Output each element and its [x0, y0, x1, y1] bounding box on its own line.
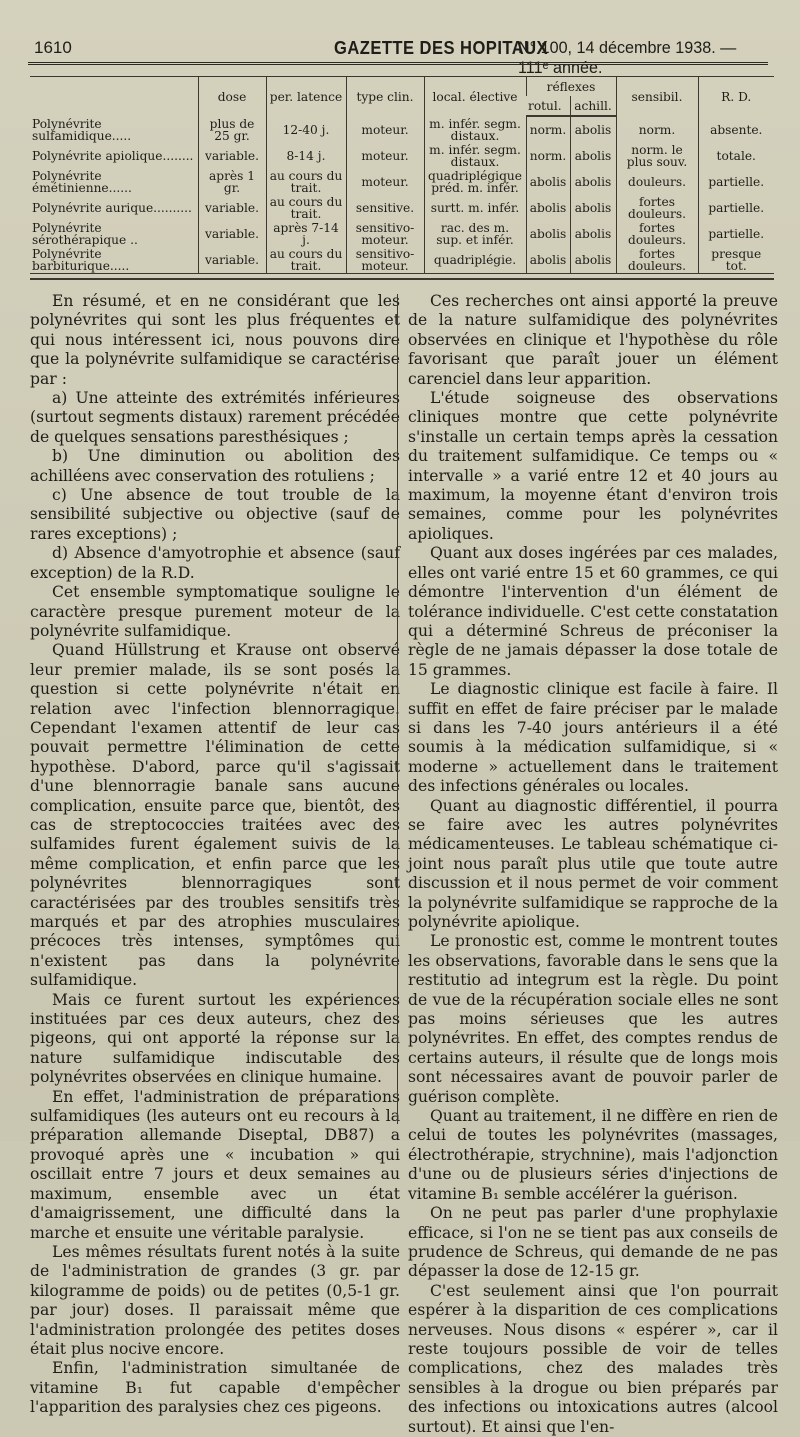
table-cell: rac. des m. sup. et infér.	[424, 221, 526, 247]
issue-info: N° 100, 14 décembre 1938. — 111ᵉ année.	[518, 38, 737, 77]
table-cell: variable.	[198, 143, 266, 169]
table-cell: abolis	[570, 195, 616, 221]
table-cell: norm.	[526, 116, 570, 143]
table-cell: variable.	[198, 195, 266, 221]
table-cell: douleurs.	[616, 169, 698, 195]
paragraph: L'étude soigneuse des observations cliniques montre que cette polynévrite s'installe un certain temps après la cessation du traitement sulfamidique. Ce temps ou « intervalle » a varié entre 12 et 40 jours au maximum, la moyenne étant d'environ trois semaines, comme pour les polynévrites apioliques.	[408, 389, 778, 543]
paragraph: Ces recherches ont ainsi apporté la preuve de la nature sulfamidique des polynévrites observées en clinique et l'hypothèse du rôle favorisant que paraît jouer un élément carenciel dans leur apparition.	[408, 292, 778, 388]
table-cell: 12-40 j.	[266, 116, 346, 143]
paragraph: Mais ce furent surtout les expériences instituées par ces deux auteurs, chez des pigeons, qui ont apporté la réponse sur la nature sulfamidique indiscutable des polynévrites observées en clinique humaine.	[30, 990, 400, 1087]
table-row	[30, 195, 774, 221]
header-rule	[28, 62, 768, 65]
paragraph: d) Absence d'amyotrophie et absence (sauf exception) de la R.D.	[30, 544, 400, 582]
table-cell: Polynévrite apiolique........	[32, 149, 194, 163]
table-row	[30, 116, 774, 143]
table-row	[30, 169, 774, 195]
table-cell: abolis	[526, 195, 570, 221]
table-cell: abolis	[570, 143, 616, 169]
header-cell: réflexes	[526, 77, 616, 97]
table-cell: Polynévrite sérothérapique ..	[32, 221, 138, 247]
table-cell: Polynévrite barbiturique.....	[30, 247, 198, 274]
paragraph: Le pronostic est, comme le montrent toutes les observations, favorable dans le sens que la restitutio ad integrum est la règle. Du point de vue de la récupération sociale elles ne sont pas moins sérieuses que les autres polynévrites. En effet, des comptes rendus de certains auteurs, il résulte que de longs mois sont nécessaires avant de pouvoir parler de guérison complète.	[408, 932, 778, 1106]
table-cell: au cours du trait.	[266, 195, 346, 221]
table-header-row	[30, 77, 774, 97]
table-cell: moteur.	[346, 143, 424, 169]
header-cell: type clin.	[346, 77, 424, 117]
table-cell: au cours du trait.	[266, 169, 346, 195]
paragraph: En effet, l'administration de préparations sulfamidiques (les auteurs ont eu recours à la préparation allemande Diseptal, DB87) a provoqué après une « incubation » qui oscillait entre 7 jours et deux semaines au maximum, ensemble avec un état d'amaigrissement, une difficulté dans la marche et ensuite une véritable paralysie.	[30, 1087, 400, 1242]
paragraph: Quant au traitement, il ne diffère en rien de celui de toutes les polynévrites (massages, électrothérapie, strychnine), mais l'adjonction d'une ou de plusieurs séries d'injections de vitamine B₁ semble accélérer la guérison.	[408, 1107, 778, 1203]
running-header	[28, 30, 768, 77]
table-cell: norm.	[526, 143, 570, 169]
header-cell: rotul.	[526, 96, 570, 116]
table-row	[30, 221, 774, 247]
table-bottom-rule	[30, 278, 774, 280]
table-cell: fortes douleurs.	[616, 247, 698, 274]
paragraph: Enfin, l'administration simultanée de vitamine B₁ fut capable d'empêcher l'apparition des paralysies chez ces pigeons.	[30, 1359, 400, 1417]
paragraph: On ne peut pas parler d'une prophylaxie efficace, si l'on ne se tient pas aux conseils de prudence de Schreus, qui demande de ne pas dépasser la dose de 12-15 gr.	[408, 1204, 778, 1281]
table-cell: fortes douleurs.	[616, 195, 698, 221]
table-row	[30, 143, 774, 169]
table-cell: Polynévrite aurique..........	[32, 201, 192, 215]
table-cell: sensitive.	[346, 195, 424, 221]
table-cell: moteur.	[346, 116, 424, 143]
table-cell: après 7-14 j.	[266, 221, 346, 247]
column-divider	[397, 294, 398, 1124]
table-cell: m. infér. segm. distaux.	[424, 143, 526, 169]
table-cell: norm.	[616, 116, 698, 143]
table-cell: variable.	[198, 247, 266, 274]
paragraph: C'est seulement ainsi que l'on pourrait espérer à la disparition de ces complications nerveuses. Nous disons « espérer », car il reste toujours possible de voir de telles complications, chez des malades très sensibles à la drogue ou bien préparés par des infections ou intoxications autres (alcool surtout). Et ainsi que l'en-	[408, 1281, 778, 1436]
table-cell: abolis	[526, 247, 570, 274]
header-cell: local. élective	[424, 77, 526, 117]
header-cell	[30, 77, 198, 117]
table-cell: partielle.	[698, 195, 774, 221]
table-cell: variable.	[198, 221, 266, 247]
table-cell: abolis	[526, 221, 570, 247]
table-row	[30, 247, 774, 274]
table-cell: sensitivo-moteur.	[346, 247, 424, 274]
paragraph: c) Une absence de tout trouble de la sensibilité subjective ou objective (sauf de rares exceptions) ;	[30, 486, 400, 543]
paragraph: Les mêmes résultats furent notés à la suite de l'administration de grandes (3 gr. par kilogramme de poids) ou de petites (0,5-1 gr. par jour) doses. Il paraissait même que l'administration prolongée des petites doses était plus nocive encore.	[30, 1242, 400, 1358]
table-cell: sensitivo-moteur.	[346, 221, 424, 247]
table-cell: partielle.	[698, 221, 774, 247]
paragraph: Quant au diagnostic différentiel, il pourra se faire avec les autres polynévrites médicamenteuses. Le tableau schématique ci-joint nous paraît plus utile que toute autre discussion et il nous permet de voir comment la polynévrite sulfamidique se rapproche de la polynévrite apiolique.	[408, 796, 778, 931]
comparison-table	[30, 76, 774, 274]
paragraph: En résumé, et en ne considérant que les polynévrites qui sont les plus fréquentes et qui nous intéressent ici, nous pouvons dire que la polynévrite sulfamidique se caractérise par :	[30, 292, 400, 388]
paragraph: b) Une diminution ou abolition des achilléens avec conservation des rotuliens ;	[30, 447, 400, 485]
table-cell: totale.	[698, 143, 774, 169]
table-cell: presque tot.	[698, 247, 774, 274]
table-cell: absente.	[698, 116, 774, 143]
paragraph: Le diagnostic clinique est facile à faire. Il suffit en effet de faire préciser par le malade si dans les 7-40 jours antérieurs il a été soumis à la médication sulfamidique, si « moderne » actuellement dans le traitement des infections générales ou locales.	[408, 680, 778, 796]
paragraph: Quant aux doses ingérées par ces malades, elles ont varié entre 15 et 60 grammes, ce qui démontre l'intervention d'un élément de tolérance individuelle. C'est cette constatation qui a déterminé Schreus de préconiser la règle de ne jamais dépasser la dose totale de 15 grammes.	[408, 544, 778, 679]
header-cell: sensibil.	[616, 77, 698, 117]
table-cell: abolis	[570, 247, 616, 274]
table-cell: quadriplégique préd. m. infér.	[424, 169, 526, 195]
table-cell: quadriplégie.	[424, 247, 526, 274]
table-cell: Polynévrite émétinienne......	[32, 169, 132, 195]
paragraph: Quand Hüllstrung et Krause ont observé leur premier malade, ils se sont posés la question si cette polynévrite n'était en relation avec l'infection blennorragique. Cependant l'examen attentif de leur cas pouvait permettre l'élimination de cette hypothèse. D'abord, parce qu'il s'agissait d'une blennorragie banale sans aucune complication, ensuite parce que, bientôt, des cas de streptococcies traitées avec des sulfamides furent également suivis de la même complication, et enfin parce que les polynévrites blennorragiques sont caractérisées par des troubles sensitifs très marqués et par des atrophies musculaires précoces très intenses, symptômes qui n'existent pas dans la polynévrite sulfamidique.	[30, 641, 400, 990]
header-cell: R. D.	[698, 77, 774, 117]
page-number: 1610	[34, 38, 72, 57]
header-cell: per. latence	[266, 77, 346, 117]
table-cell: plus de 25 gr.	[198, 116, 266, 143]
table-cell: surtt. m. infér.	[424, 195, 526, 221]
table-cell: abolis	[570, 169, 616, 195]
table-cell: norm. le plus souv.	[616, 143, 698, 169]
table-cell: 8-14 j.	[266, 143, 346, 169]
table-cell: au cours du trait.	[266, 247, 346, 274]
header-cell: achill.	[570, 96, 616, 116]
table-cell: partielle.	[698, 169, 774, 195]
right-text-column	[408, 292, 778, 1436]
table-cell: abolis	[526, 169, 570, 195]
header-cell: dose	[198, 77, 266, 117]
paragraph: Cet ensemble symptomatique souligne le caractère presque purement moteur de la polynévrite sulfamidique.	[30, 583, 400, 640]
table-cell: m. infér. segm. distaux.	[424, 116, 526, 143]
table-cell: après 1 gr.	[198, 169, 266, 195]
table-cell: Polynévrite sulfamidique.....	[32, 116, 132, 143]
left-text-column	[30, 292, 400, 1417]
table-cell: fortes douleurs.	[616, 221, 698, 247]
journal-title: GAZETTE DES HOPITAUX	[334, 38, 549, 58]
table-cell: abolis	[570, 221, 616, 247]
paragraph: a) Une atteinte des extrémités inférieures (surtout segments distaux) rarement précédée de quelques sensations paresthésiques ;	[30, 389, 400, 446]
table-cell: abolis	[570, 116, 616, 143]
table-cell: moteur.	[346, 169, 424, 195]
